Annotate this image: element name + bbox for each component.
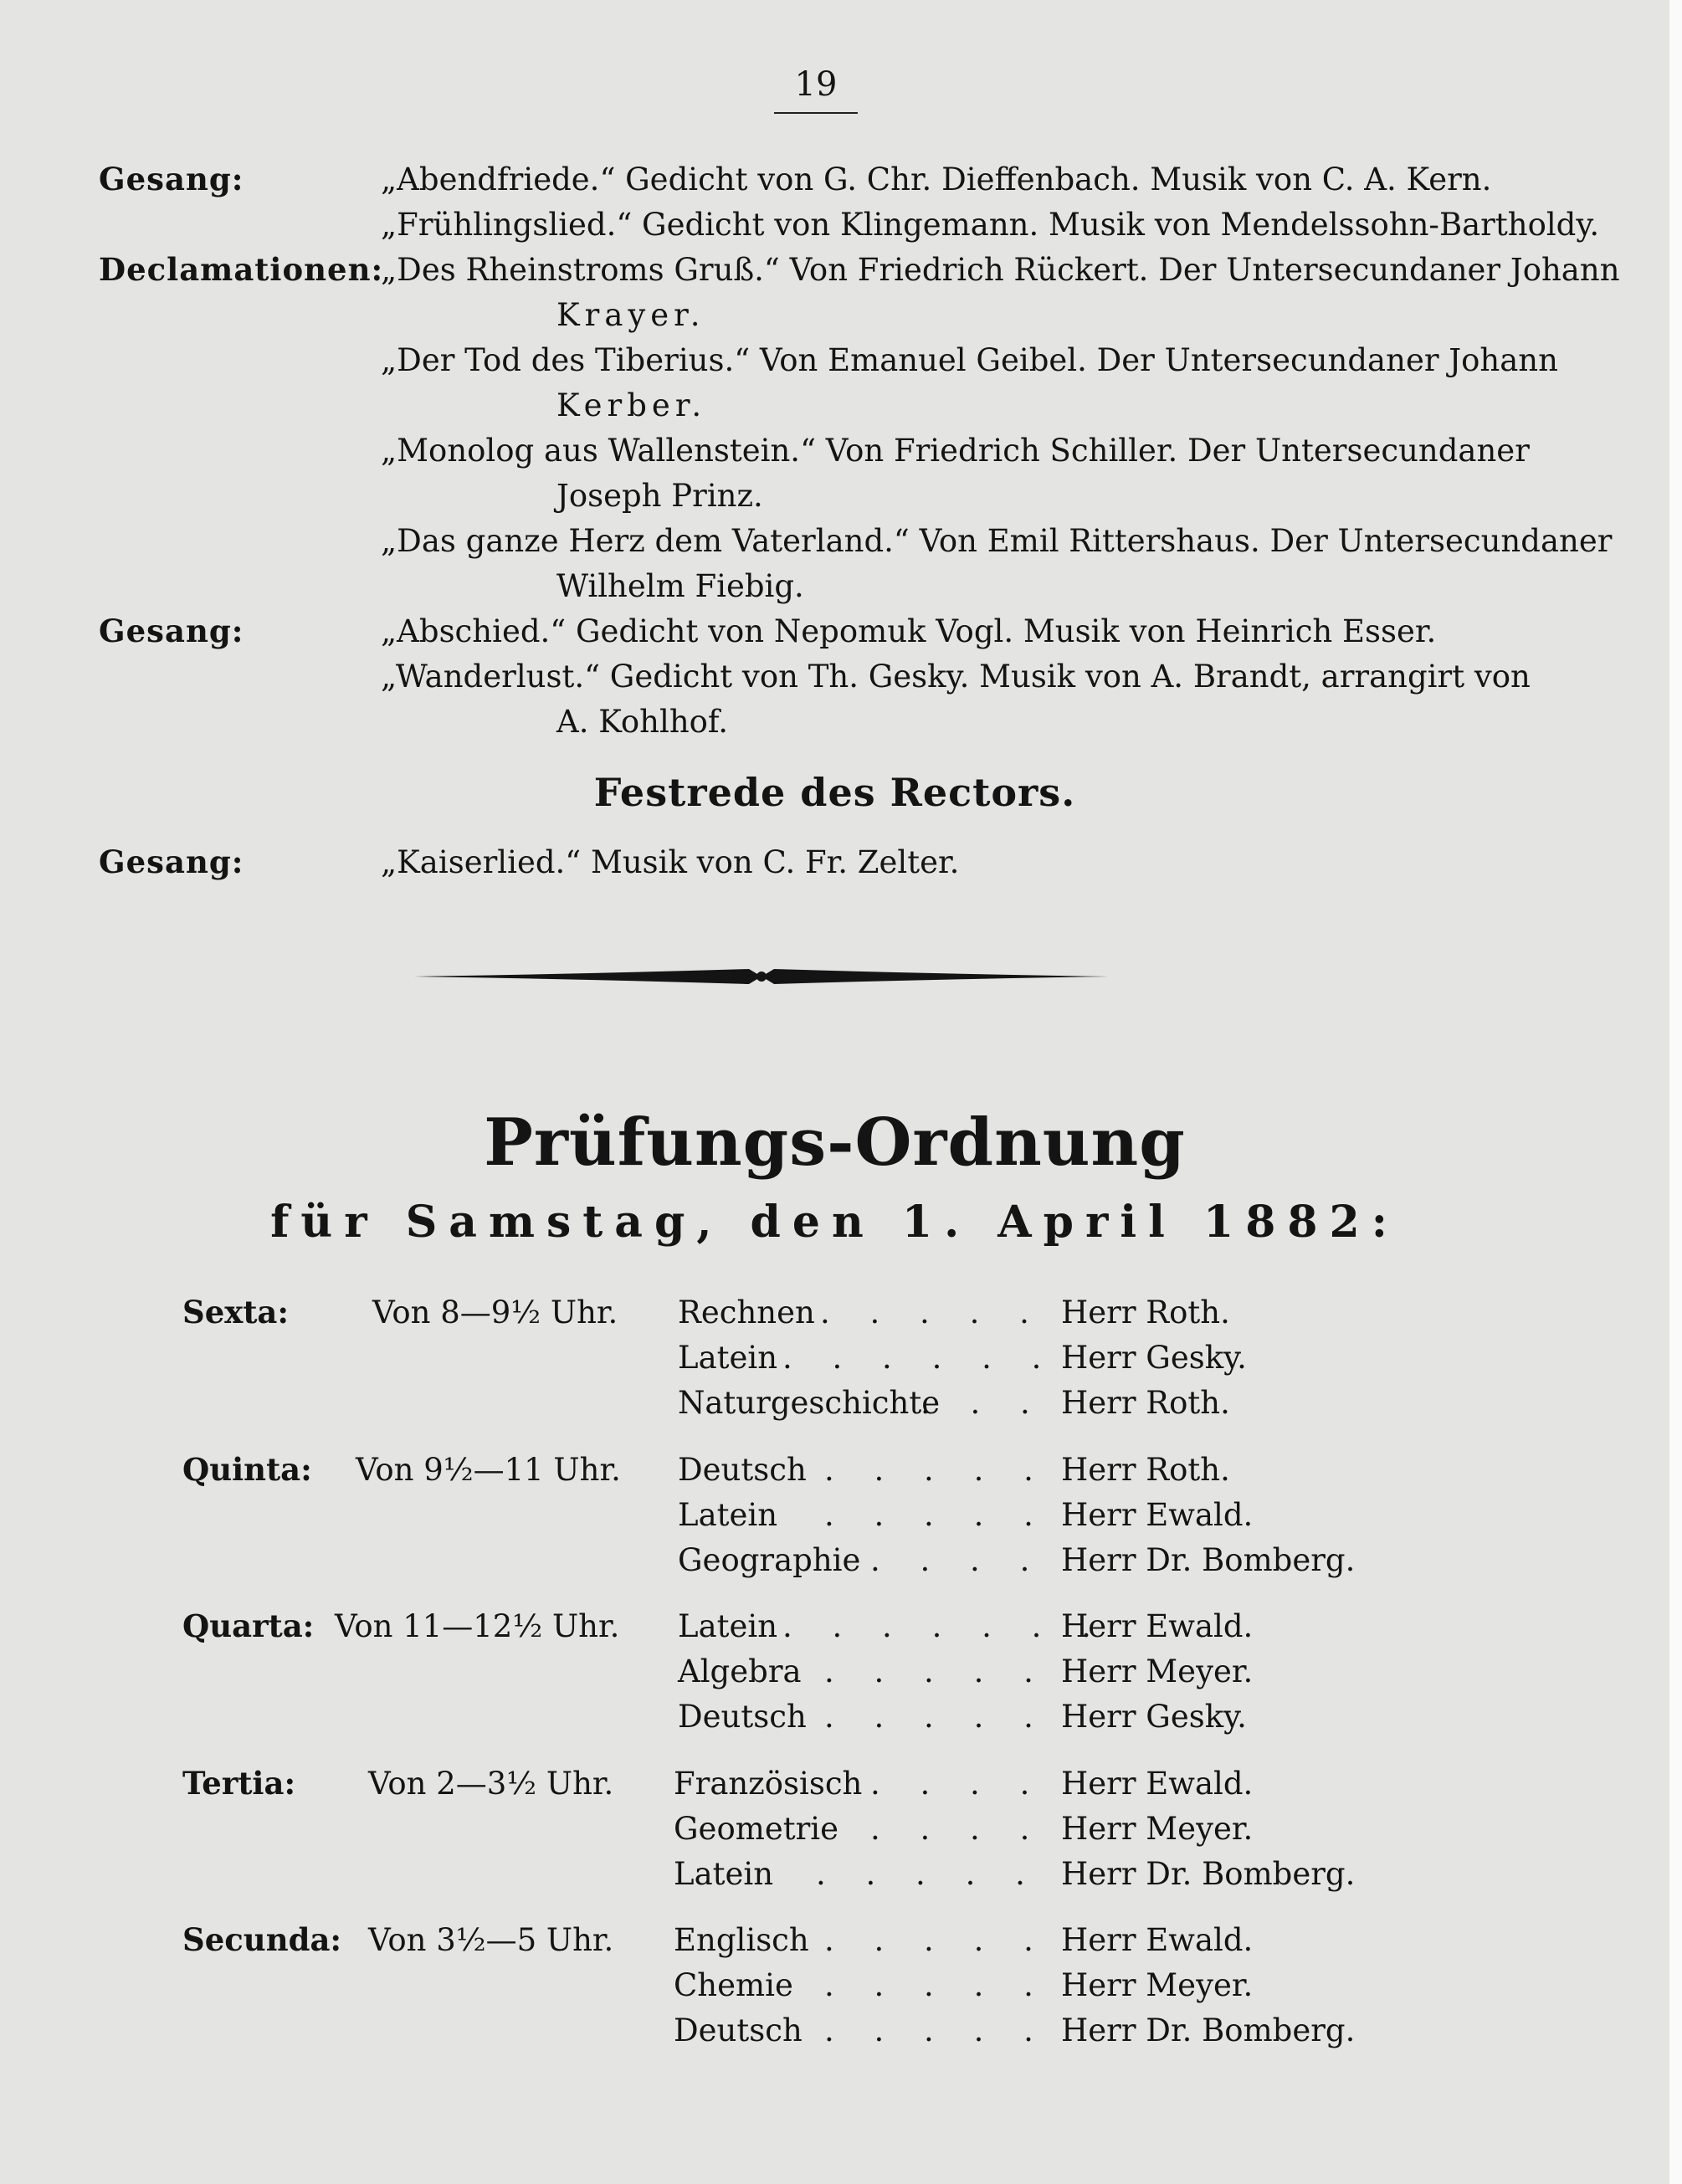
schedule-class-quinta: Quinta:: [182, 1451, 312, 1488]
schedule-teacher: Herr Gesky.: [1061, 1340, 1247, 1376]
page-number-rule: [774, 112, 858, 114]
page-number: 19: [794, 65, 838, 104]
program-item-tiberius: „Der Tod des Tiberius.“ Von Emanuel Geibel. Der Untersecundaner Johann: [381, 342, 1558, 378]
schedule-class-sexta: Sexta:: [182, 1294, 290, 1330]
schedule-subject: Englisch: [674, 1922, 809, 1958]
schedule-teacher: Herr Gesky.: [1061, 1699, 1247, 1735]
program-label-gesang-1: Gesang:: [99, 161, 244, 197]
schedule-subject: Deutsch: [674, 2012, 803, 2048]
program-item-tiberius-performer: Kerber.: [556, 387, 707, 423]
schedule-subject: Latein: [678, 1608, 778, 1644]
schedule-subject: Geographie: [678, 1542, 861, 1578]
schedule-subject: Geometrie: [674, 1811, 838, 1847]
program-item-rheinstrom-performer: Krayer.: [556, 297, 705, 333]
schedule-teacher: Herr Ewald.: [1061, 1497, 1254, 1533]
schedule-teacher: Herr Ewald.: [1061, 1766, 1254, 1802]
schedule-subject: Naturgeschichte: [678, 1385, 941, 1421]
schedule-subject: Latein: [678, 1497, 778, 1533]
schedule-leader-dots: . . . .: [870, 1811, 1045, 1847]
program-item-wanderlust: „Wanderlust.“ Gedicht von Th. Gesky. Musik von A. Brandt, arrangirt von: [381, 659, 1531, 695]
schedule-subject: Deutsch: [678, 1452, 807, 1488]
schedule-teacher: Herr Dr. Bomberg.: [1061, 2012, 1356, 2048]
schedule-time-quarta: Von 11—12½ Uhr.: [335, 1608, 620, 1644]
program-label-declamationen: Declamationen:: [99, 251, 384, 288]
schedule-time-tertia: Von 2—3½ Uhr.: [368, 1766, 614, 1802]
schedule-time-sexta: Von 8—9½ Uhr.: [372, 1295, 618, 1330]
program-item-abendfriede: „Abendfriede.“ Gedicht von G. Chr. Dieffenbach. Musik von C. A. Kern.: [381, 161, 1492, 197]
schedule-subject: Rechnen: [678, 1295, 815, 1330]
schedule-subject: Deutsch: [678, 1699, 807, 1735]
schedule-leader-dots: . . . . .: [824, 1452, 1049, 1488]
festrede-heading: Festrede des Rectors.: [593, 770, 1076, 815]
ornamental-divider: [414, 964, 1109, 989]
schedule-subject: Latein: [678, 1340, 778, 1376]
schedule-teacher: Herr Meyer.: [1061, 1811, 1254, 1847]
schedule-leader-dots: . . . . .: [824, 1922, 1049, 1958]
program-item-rheinstrom: „Des Rheinstroms Gruß.“ Von Friedrich Rückert. Der Untersecundaner Johann: [381, 252, 1620, 288]
schedule-class-quarta: Quarta:: [182, 1607, 315, 1644]
program-item-abschied: „Abschied.“ Gedicht von Nepomuk Vogl. Musik von Heinrich Esser.: [381, 613, 1437, 649]
exam-title: Prüfungs-Ordnung: [484, 1105, 1186, 1181]
program-label-gesang-3: Gesang:: [99, 843, 244, 880]
schedule-class-secunda: Secunda:: [182, 1921, 342, 1958]
schedule-teacher: Herr Dr. Bomberg.: [1061, 1542, 1356, 1578]
schedule-leader-dots: . . . . .: [824, 1967, 1049, 2003]
schedule-leader-dots: . . . . .: [824, 1699, 1049, 1735]
schedule-teacher: Herr Meyer.: [1061, 1967, 1254, 2003]
program-item-vaterland: „Das ganze Herz dem Vaterland.“ Von Emil Rittershaus. Der Untersecundaner: [381, 523, 1613, 559]
schedule-leader-dots: . . . .: [870, 1766, 1045, 1802]
schedule-leader-dots: . . .: [920, 1385, 1045, 1421]
schedule-subject: Algebra: [678, 1653, 802, 1689]
program-label-gesang-2: Gesang:: [99, 613, 244, 649]
program-item-wanderlust-arranger: A. Kohlhof.: [556, 704, 729, 740]
program-item-wallenstein-performer: Joseph Prinz.: [556, 478, 763, 514]
program-item-kaiserlied: „Kaiserlied.“ Musik von C. Fr. Zelter.: [381, 844, 960, 880]
program-item-wallenstein: „Monolog aus Wallenstein.“ Von Friedrich Schiller. Der Untersecundaner: [381, 433, 1530, 469]
page-edge: [1669, 0, 1682, 2184]
schedule-leader-dots: . . . . .: [816, 1856, 1040, 1892]
schedule-teacher: Herr Roth.: [1061, 1295, 1230, 1330]
schedule-leader-dots: . . . . .: [824, 1653, 1049, 1689]
schedule-leader-dots: . . . . .: [820, 1295, 1044, 1330]
schedule-teacher: Herr Roth.: [1061, 1452, 1230, 1488]
schedule-subject: Französisch: [674, 1766, 863, 1802]
program-item-vaterland-performer: Wilhelm Fiebig.: [556, 568, 804, 604]
schedule-teacher: Herr Ewald.: [1061, 1922, 1254, 1958]
schedule-leader-dots: . . . . . . .: [782, 1608, 1106, 1644]
schedule-leader-dots: . . . . .: [824, 1497, 1049, 1533]
schedule-time-quinta: Von 9½—11 Uhr.: [356, 1452, 621, 1488]
schedule-class-tertia: Tertia:: [182, 1765, 296, 1802]
schedule-teacher: Herr Dr. Bomberg.: [1061, 1856, 1356, 1892]
schedule-teacher: Herr Roth.: [1061, 1385, 1230, 1421]
schedule-time-secunda: Von 3½—5 Uhr.: [368, 1922, 614, 1958]
schedule-teacher: Herr Meyer.: [1061, 1653, 1254, 1689]
program-item-fruehlingslied: „Frühlingslied.“ Gedicht von Klingemann. Musik von Mendelssohn-Bartholdy.: [381, 207, 1600, 243]
schedule-leader-dots: . . . .: [870, 1542, 1045, 1578]
schedule-subject: Latein: [674, 1856, 774, 1892]
exam-subtitle: für Samstag, den 1. April 1882:: [270, 1197, 1399, 1248]
schedule-leader-dots: . . . . . .: [782, 1340, 1057, 1376]
schedule-leader-dots: . . . . .: [824, 2012, 1049, 2048]
schedule-teacher: Herr Ewald.: [1061, 1608, 1254, 1644]
schedule-subject: Chemie: [674, 1967, 793, 2003]
